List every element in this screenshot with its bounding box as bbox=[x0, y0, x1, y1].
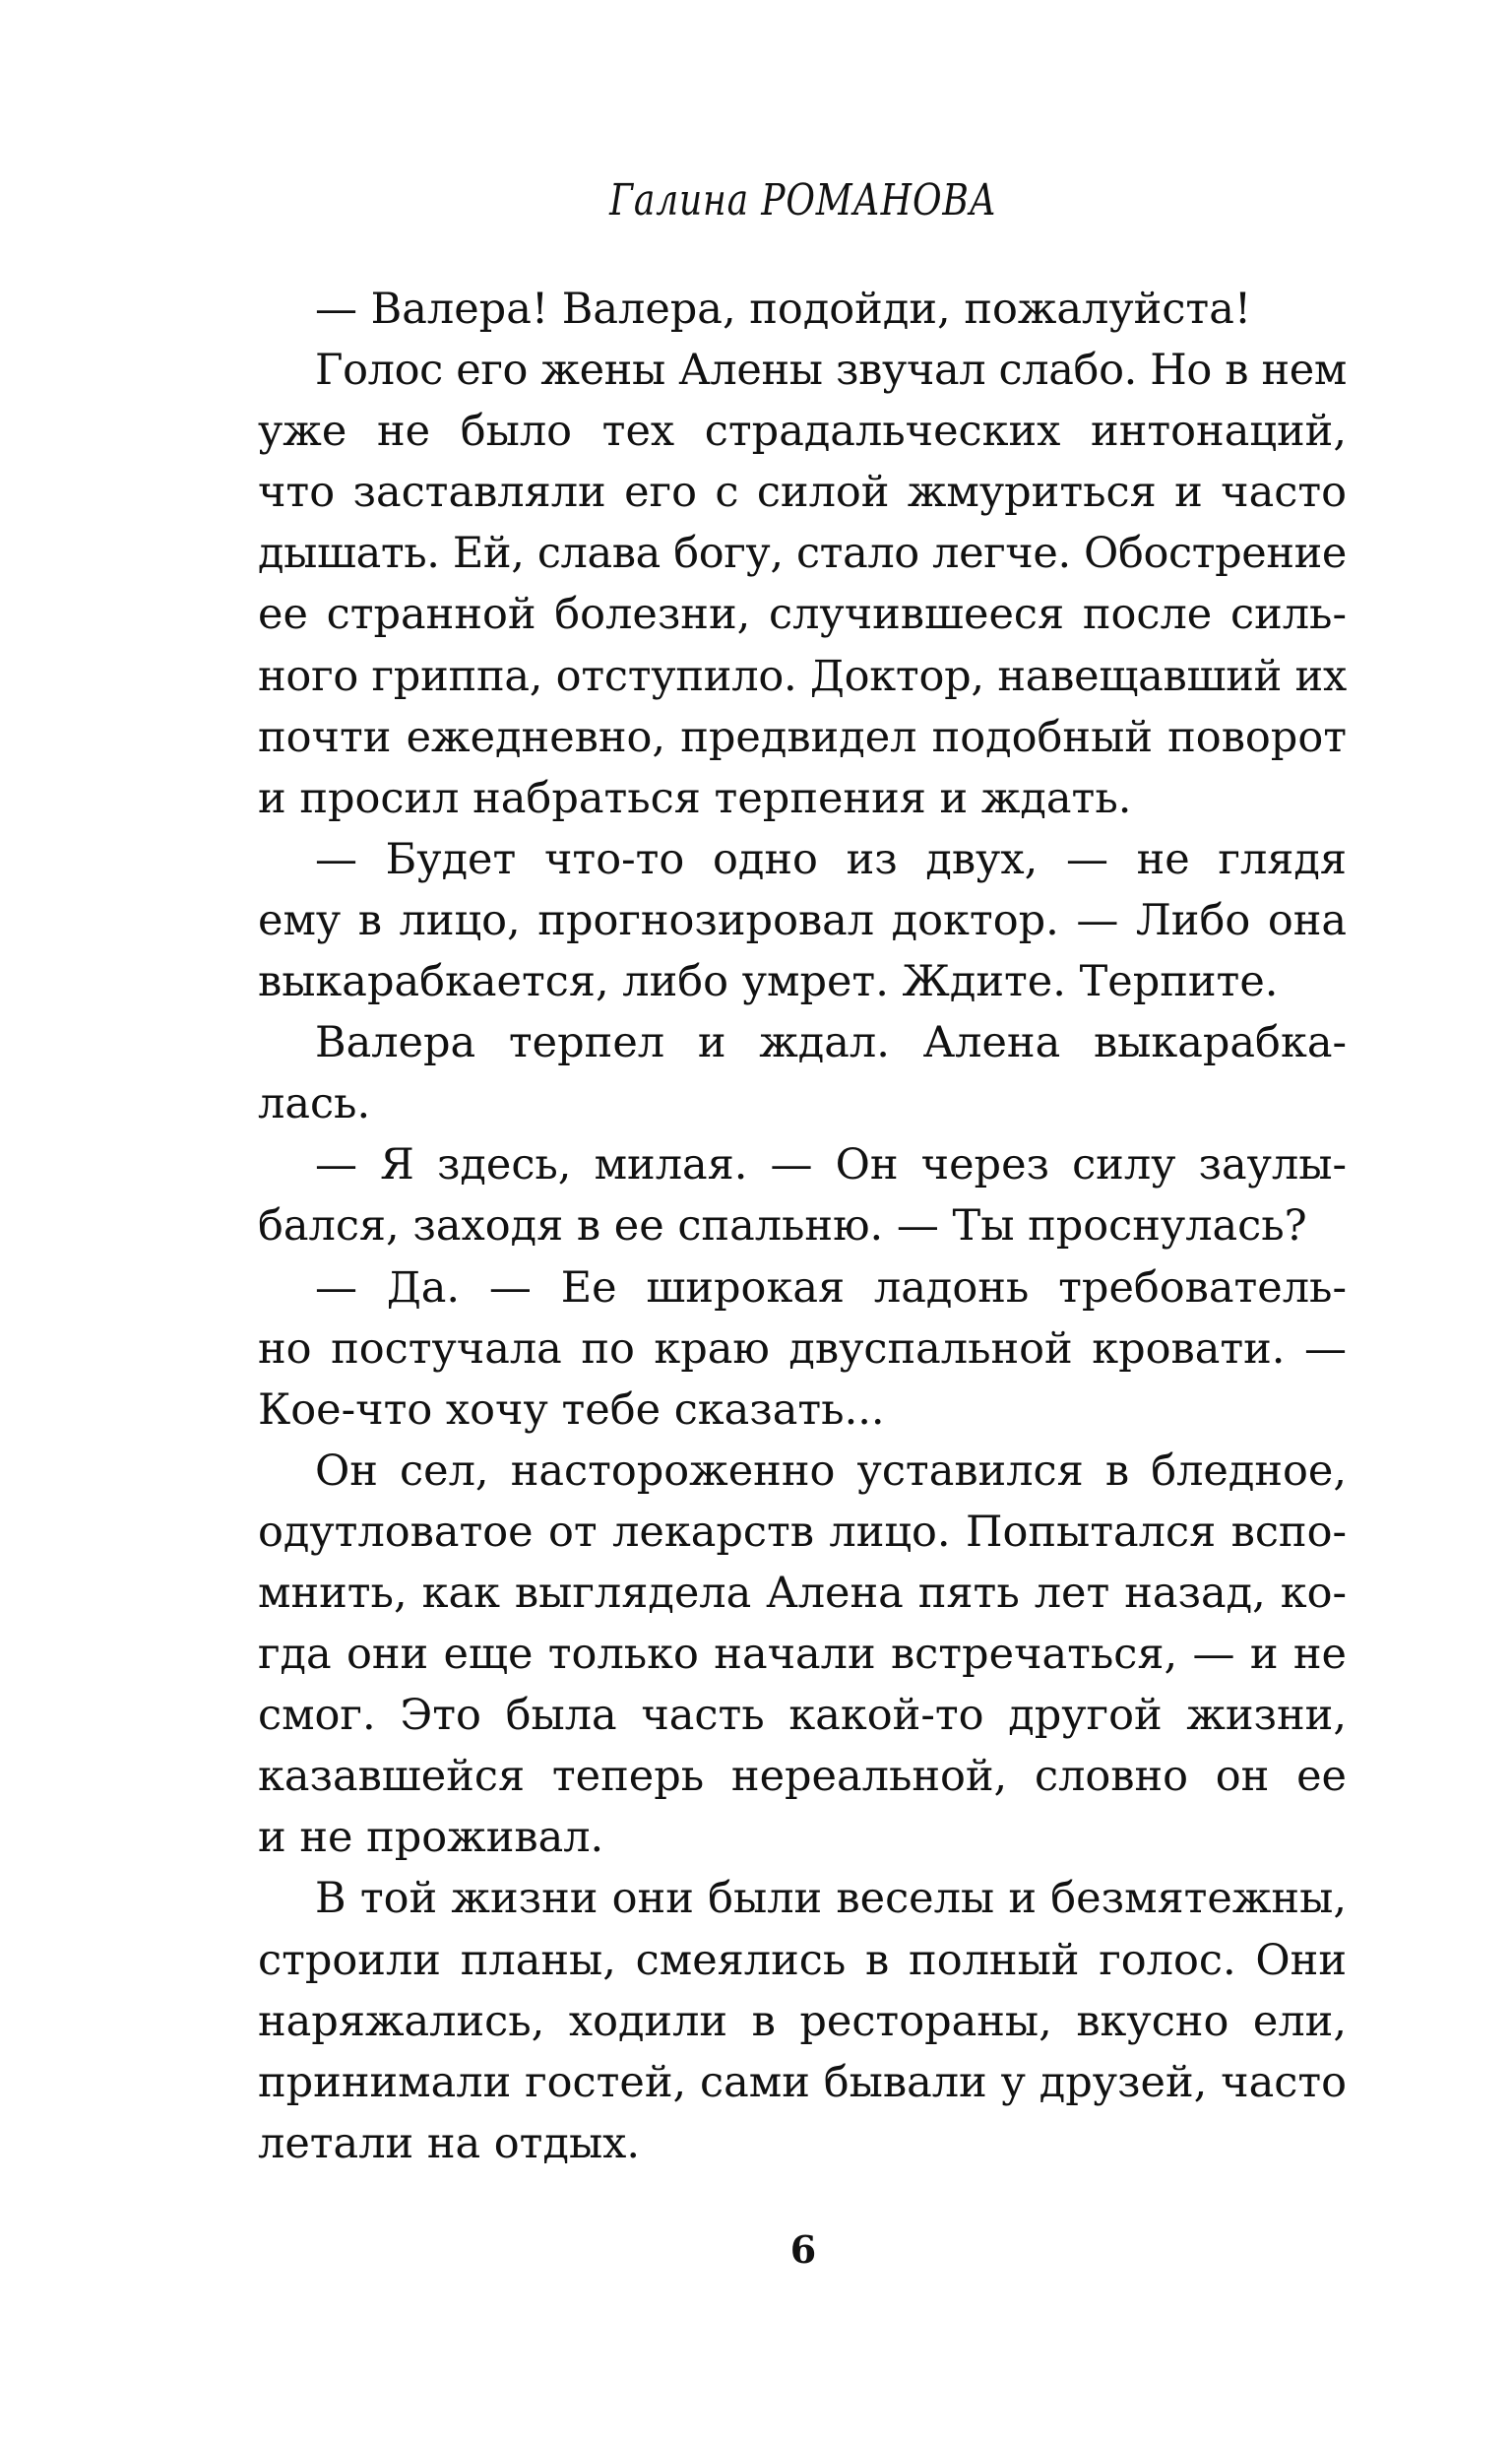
text-line: выкарабкается, либо умрет. Ждите. Терпите. bbox=[258, 957, 1279, 1007]
text-line: В той жизни они были веселы и безмятежны, bbox=[315, 1874, 1347, 1924]
text-line: уже не было тех страдальческих интонаций, bbox=[258, 407, 1347, 457]
text-line: ного гриппа, отступило. Доктор, навещавший их bbox=[258, 651, 1347, 701]
text-line: бался, заходя в ее спальню. — Ты проснулась? bbox=[258, 1201, 1307, 1252]
text-line: Голос его жены Алены звучал слабо. Но в нем bbox=[315, 346, 1347, 396]
text-line: Кое-что хочу тебе сказать... bbox=[258, 1384, 885, 1435]
running-head bbox=[145, 175, 1462, 225]
text-line: — Будет что-то одно из двух, — не глядя bbox=[315, 834, 1347, 884]
text-line: наряжались, ходили в рестораны, вкусно ели, bbox=[258, 1996, 1347, 2046]
text-line: и не проживал. bbox=[258, 1813, 604, 1863]
text-line: и просил набраться терпения и ждать. bbox=[258, 773, 1132, 823]
text-line: дышать. Ей, слава богу, стало легче. Обострение bbox=[258, 529, 1347, 579]
text-line: — Я здесь, милая. — Он через силу заулы- bbox=[315, 1140, 1347, 1190]
text-line: но постучала по краю двуспальной кровати. — bbox=[258, 1323, 1347, 1374]
text-line: ее странной болезни, случившееся после силь- bbox=[258, 590, 1347, 640]
text-line: строили планы, смеялись в полный голос. Они bbox=[258, 1935, 1347, 1985]
text-line: почти ежедневно, предвидел подобный поворот bbox=[258, 712, 1347, 762]
body-text bbox=[258, 279, 1347, 2174]
author-name: Галина РОМАНОВА bbox=[609, 175, 997, 225]
text-line: — Валера! Валера, подойди, пожалуйста! bbox=[315, 285, 1252, 334]
text-line: что заставляли его с силой жмуриться и часто bbox=[258, 468, 1347, 518]
text-line: смог. Это была часть какой-то другой жизни, bbox=[258, 1691, 1347, 1741]
text-line: летали на отдых. bbox=[258, 2118, 641, 2168]
text-line: одутловатое от лекарств лицо. Попытался вспо- bbox=[258, 1507, 1347, 1557]
page-number: 6 bbox=[789, 2227, 817, 2272]
text-line: Валера терпел и ждал. Алена выкарабка- bbox=[315, 1018, 1347, 1068]
text-line: гда они еще только начали встречаться, — и не bbox=[258, 1630, 1347, 1680]
text-line: ему в лицо, прогнозировал доктор. — Либо она bbox=[258, 895, 1347, 945]
text-line: лась. bbox=[258, 1079, 371, 1129]
text-line: принимали гостей, сами бывали у друзей, часто bbox=[258, 2057, 1347, 2107]
text-line: казавшейся теперь нереальной, словно он ее bbox=[258, 1752, 1347, 1802]
text-line: Он сел, настороженно уставился в бледное, bbox=[315, 1446, 1347, 1496]
text-line: — Да. — Ее широкая ладонь требователь- bbox=[315, 1262, 1347, 1313]
text-line: мнить, как выглядела Алена пять лет назад, ко- bbox=[258, 1568, 1347, 1618]
